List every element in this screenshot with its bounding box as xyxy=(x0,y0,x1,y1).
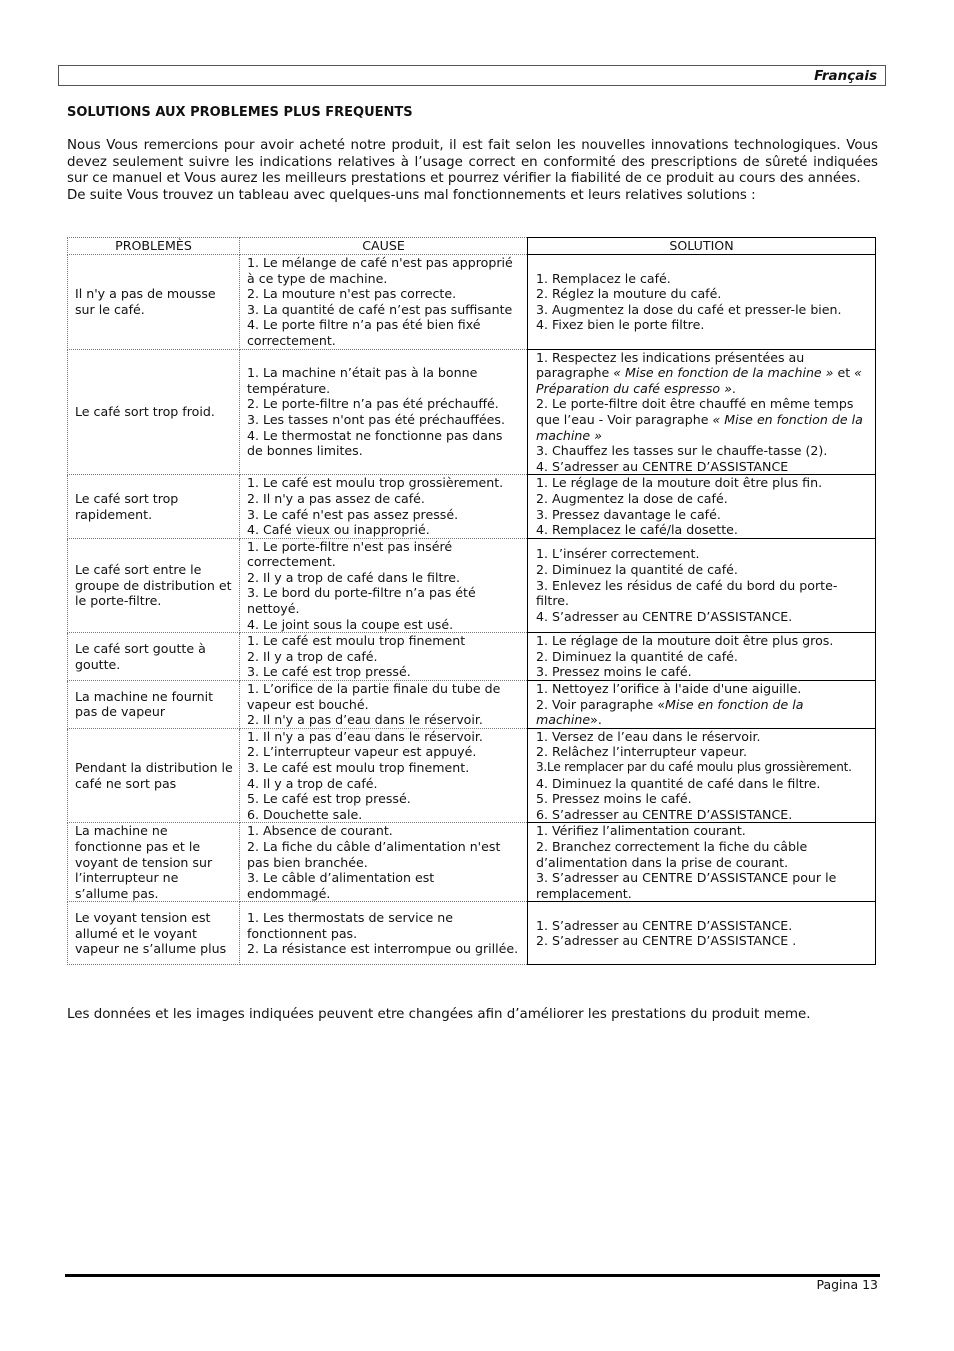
cause-line: 2. Le porte-filtre n’a pas été préchauffé. xyxy=(247,396,499,412)
table-row xyxy=(68,475,876,538)
cause-line: 3. Le café n'est pas assez pressé. xyxy=(247,506,459,522)
solution-cell xyxy=(528,255,876,350)
solution-line: 3. S’adresser au CENTRE D’ASSISTANCE pour le remplacement. xyxy=(536,870,837,901)
cause-cell xyxy=(240,728,528,823)
cause-line: 3. Le bord du porte-filtre n’a pas été nettoyé. xyxy=(247,585,476,617)
solution-line: 1. Versez de l’eau dans le réservoir. xyxy=(536,728,761,744)
cause-line: 2. L’interrupteur vapeur est appuyé. xyxy=(247,744,477,760)
solution-line: 1. Le réglage de la mouture doit être plus fin. xyxy=(536,475,823,491)
solution-line: 2. Branchez correctement la fiche du câble d’alimentation dans la prise de courant. xyxy=(536,838,808,870)
cause-cell xyxy=(240,475,528,538)
solution-line: 1. S’adresser au CENTRE D’ASSISTANCE. xyxy=(536,917,793,933)
language-label: Français xyxy=(814,68,877,84)
cause-cell xyxy=(240,823,528,902)
problem-cell: La machine ne fonctionne pas et le voyant de tension sur l’interrupteur ne s’allume pas. xyxy=(68,823,240,902)
solution-line: 1. Le réglage de la mouture doit être plus gros. xyxy=(536,633,834,649)
solution-cell xyxy=(528,681,876,729)
solution-line: 1. Vérifiez l’alimentation courant. xyxy=(536,823,746,839)
cause-cell xyxy=(240,255,528,350)
solution-line: 1. Respectez les indications présentées au paragraphe « Mise en fonction de la machine » et « Préparation du café espresso ». xyxy=(536,349,862,396)
solution-line: 2. Réglez la mouture du café. xyxy=(536,286,722,302)
solution-line: 4. S’adresser au CENTRE D’ASSISTANCE. xyxy=(536,608,793,624)
problem-cell: Le café sort entre le groupe de distribution et le porte-filtre. xyxy=(68,538,240,633)
solution-line: 3.Le remplacer par du café moulu plus grossièrement. xyxy=(536,760,852,774)
cause-line: 2. Il n'y a pas assez de café. xyxy=(247,490,425,506)
table-row xyxy=(68,538,876,633)
page-title: SOLUTIONS AUX PROBLEMES PLUS FREQUENTS xyxy=(67,105,413,120)
solution-cell xyxy=(528,349,876,475)
solution-cell xyxy=(528,633,876,681)
solution-line: 1. Nettoyez l’orifice à l'aide d'une aiguille. xyxy=(536,681,802,697)
solution-line: 2. Relâchez l’interrupteur vapeur. xyxy=(536,744,747,760)
cause-line: 1. Le mélange de café n'est pas approprié à ce type de machine. xyxy=(247,255,513,286)
problem-cell: Il n'y a pas de mousse sur le café. xyxy=(68,255,240,350)
solution-line: 3. Augmentez la dose du café et presser-le bien. xyxy=(536,301,842,317)
solution-line: 3. Chauffez les tasses sur le chauffe-tasse (2). xyxy=(536,443,828,459)
solution-line: 6. S’adresser au CENTRE D’ASSISTANCE. xyxy=(536,806,793,822)
table-row xyxy=(68,902,876,965)
problem-cell: Le café sort goutte à goutte. xyxy=(68,633,240,681)
solution-cell xyxy=(528,538,876,633)
solution-cell xyxy=(528,728,876,823)
cause-line: 3. Le café est trop pressé. xyxy=(247,664,411,680)
intro-paragraph-1: Nous Vous remercions pour avoir acheté notre produit, il est fait selon les nouvelles innovations technologiques. Vous devez seulement suivre les indications relatives à l’usage correct en conformité des prescriptions de sûreté indiquées sur ce manuel et Vous aurez les meilleurs prestations et pourrez vérifier la fiabilité de ce produit au cours des années. xyxy=(67,138,878,186)
table-row xyxy=(68,823,876,902)
problem-cell: Pendant la distribution le café ne sort pas xyxy=(68,728,240,823)
solution-line: 4. Remplacez le café/la dosette. xyxy=(536,522,738,538)
solution-line: 2. Diminuez la quantité de café. xyxy=(536,562,738,578)
cause-cell xyxy=(240,538,528,633)
problem-cell: Le café sort trop rapidement. xyxy=(68,475,240,538)
cause-line: 1. Il n'y a pas d’eau dans le réservoir. xyxy=(247,728,483,744)
cause-cell xyxy=(240,902,528,965)
cause-line: 2. Il y a trop de café. xyxy=(247,648,378,664)
language-header xyxy=(58,65,886,86)
solution-cell xyxy=(528,475,876,538)
cause-line: 3. Le café est moulu trop finement. xyxy=(247,760,470,775)
table-row xyxy=(68,681,876,729)
header-solution: SOLUTION xyxy=(528,238,876,255)
cause-cell xyxy=(240,681,528,729)
solution-line: 4. Diminuez la quantité de café dans le filtre. xyxy=(536,775,821,791)
solution-cell xyxy=(528,902,876,965)
header-cause: CAUSE xyxy=(240,238,528,255)
cause-line: 4. Il y a trop de café. xyxy=(247,775,378,791)
cause-line: 1. Le porte-filtre n'est pas inséré correctement. xyxy=(247,538,453,570)
cause-line: 2. Il n'y a pas d’eau dans le réservoir. xyxy=(247,712,483,728)
solution-line: 1. Remplacez le café. xyxy=(536,270,671,286)
solution-line: 3. Pressez davantage le café. xyxy=(536,506,721,522)
cause-line: 1. La machine n’était pas à la bonne température. xyxy=(247,365,478,396)
disclaimer-note: Les données et les images indiquées peuvent etre changées afin d’améliorer les prestations du produit meme. xyxy=(67,1007,811,1022)
table-row xyxy=(68,728,876,823)
solution-line: 3. Enlevez les résidus de café du bord du porte-filtre. xyxy=(536,577,838,609)
cause-line: 1. Les thermostats de service ne fonctionnent pas. xyxy=(247,909,454,941)
cause-line: 2. La résistance est interrompue ou grillée. xyxy=(247,941,519,957)
header-problem: PROBLEMÈS xyxy=(68,238,240,255)
cause-line: 4. Le thermostat ne fonctionne pas dans de bonnes limites. xyxy=(247,427,503,459)
cause-line: 2. La fiche du câble d’alimentation n'est pas bien branchée. xyxy=(247,838,501,870)
solution-line: 4. S’adresser au CENTRE D’ASSISTANCE xyxy=(536,458,789,474)
footer-divider xyxy=(65,1274,880,1277)
cause-line: 5. Le café est trop pressé. xyxy=(247,791,411,807)
cause-cell xyxy=(240,349,528,475)
cause-line: 4. Café vieux ou inapproprié. xyxy=(247,522,430,538)
cause-cell xyxy=(240,633,528,681)
troubleshooting-table xyxy=(67,237,876,965)
table-row xyxy=(68,255,876,350)
cause-line: 3. Le câble d’alimentation est endommagé. xyxy=(247,870,435,901)
solution-line: 4. Fixez bien le porte filtre. xyxy=(536,317,705,333)
cause-line: 3. Les tasses n'ont pas été préchauffées. xyxy=(247,411,505,427)
solution-line: 2. Le porte-filtre doit être chauffé en même temps que l’eau - Voir paragraphe « Mise en fonction de la machine » xyxy=(536,396,863,443)
cause-line: 2. La mouture n'est pas correcte. xyxy=(247,286,457,302)
cause-line: 1. Le café est moulu trop finement xyxy=(247,633,466,649)
cause-line: 4. Le porte filtre n’a pas été bien fixé correctement. xyxy=(247,317,481,348)
solution-line: 1. L’insérer correctement. xyxy=(536,546,700,562)
solution-line: 2. S’adresser au CENTRE D’ASSISTANCE . xyxy=(536,933,797,949)
cause-line: 1. Absence de courant. xyxy=(247,823,393,839)
cause-line: 1. Le café est moulu trop grossièrement. xyxy=(247,475,504,491)
page-number: Pagina 13 xyxy=(816,1277,878,1292)
problem-cell: Le café sort trop froid. xyxy=(68,349,240,475)
solution-line: 3. Pressez moins le café. xyxy=(536,664,692,680)
solution-line: 2. Voir paragraphe «Mise en fonction de la machine». xyxy=(536,696,804,728)
cause-line: 6. Douchette sale. xyxy=(247,806,363,822)
intro-text xyxy=(67,138,878,204)
table-row xyxy=(68,633,876,681)
problem-cell: Le voyant tension est allumé et le voyant vapeur ne s’allume plus xyxy=(68,902,240,965)
cause-line: 4. Le joint sous la coupe est usé. xyxy=(247,616,454,632)
solution-cell xyxy=(528,823,876,902)
table-header-row xyxy=(68,238,876,255)
cause-line: 2. Il y a trop de café dans le filtre. xyxy=(247,569,461,585)
solution-line: 2. Augmentez la dose de café. xyxy=(536,490,728,506)
table-row xyxy=(68,349,876,475)
cause-line: 3. La quantité de café n’est pas suffisante xyxy=(247,301,513,317)
problem-cell: La machine ne fournit pas de vapeur xyxy=(68,681,240,729)
solution-line: 5. Pressez moins le café. xyxy=(536,791,692,807)
cause-line: 1. L’orifice de la partie finale du tube de vapeur est bouché. xyxy=(247,681,501,712)
solution-line: 2. Diminuez la quantité de café. xyxy=(536,648,738,664)
intro-paragraph-2: De suite Vous trouvez un tableau avec quelques-uns mal fonctionnements et leurs relatives solutions : xyxy=(67,187,756,203)
